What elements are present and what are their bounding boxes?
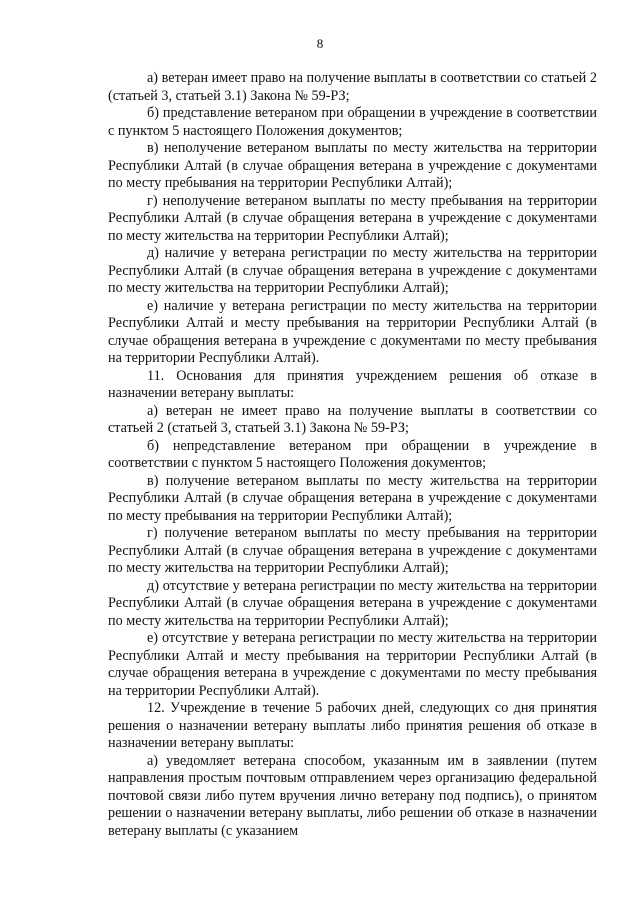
paragraph-10g: г) неполучение ветераном выплаты по месту пребывания на территории Республики Алтай (в случае обращения ветерана в учреждение с документами по месту жительства на территории Республики Алтай); <box>108 192 597 244</box>
paragraph-11-heading: 11. Основания для принятия учреждением решения об отказе в назначении ветерану выплаты: <box>108 367 597 401</box>
paragraph-12a: а) уведомляет ветерана способом, указанным им в заявлении (путем направления простым почтовым отправлением через организацию федеральной почтовой связи либо путем вручения лично ветерану под подпись), о принятом решении о назначении ветерану выплаты, либо решении об отказе в назначении ветерану выплаты (с указанием <box>108 752 597 839</box>
paragraph-10b: б) представление ветераном при обращении в учреждение в соответствии с пунктом 5 настоящего Положения документов; <box>108 105 597 139</box>
paragraph-10a: а) ветеран имеет право на получение выплаты в соответствии со статьей 2 (статьей 3, статьей 3.1) Закона № 59-РЗ; <box>108 70 597 104</box>
paragraph-11e: е) отсутствие у ветерана регистрации по месту жительства на территории Республики Алтай и месту пребывания на территории Республики Алтай (в случае обращения ветерана в учреждение с документами по месту пребывания на территории Республики Алтай). <box>108 630 597 699</box>
document-body <box>108 70 597 840</box>
paragraph-10v: в) неполучение ветераном выплаты по месту жительства на территории Республики Алтай (в случае обращения ветерана в учреждение с документами по месту пребывания на территории Республики Алтай); <box>108 140 597 191</box>
paragraph-11v: в) получение ветераном выплаты по месту жительства на территории Республики Алтай (в случае обращения ветерана в учреждение с документами по месту пребывания на территории Республики Алтай); <box>108 472 597 524</box>
paragraph-11b: б) непредставление ветераном при обращении в учреждение в соответствии с пунктом 5 настоящего Положения документов; <box>108 437 597 471</box>
paragraph-10e: е) наличие у ветерана регистрации по месту жительства на территории Республики Алтай и месту пребывания на территории Республики Алтай (в случае обращения ветерана в учреждение с документами по месту пребывания на территории Республики Алтай). <box>108 297 597 366</box>
paragraph-10d: д) наличие у ветерана регистрации по месту жительства на территории Республики Алтай (в случае обращения ветерана в учреждение с документами по месту жительства на территории Республики Алтай); <box>108 245 597 296</box>
paragraph-11d: д) отсутствие у ветерана регистрации по месту жительства на территории Республики Алтай (в случае обращения ветерана в учреждение с документами по месту жительства на территории Республики Алтай); <box>108 577 597 629</box>
paragraph-11a: а) ветеран не имеет право на получение выплаты в соответствии со статьей 2 (статьей 3, статьей 3.1) Закона № 59-РЗ; <box>108 402 597 436</box>
paragraph-12-heading: 12. Учреждение в течение 5 рабочих дней, следующих со дня принятия решения о назначении ветерану выплаты либо принятия решения об отказе в назначении ветерану выплаты: <box>108 700 597 751</box>
page-number: 8 <box>316 36 324 51</box>
paragraph-11g: г) получение ветераном выплаты по месту пребывания на территории Республики Алтай (в случае обращения ветерана в учреждение с документами по месту жительства на территории Республики Алтай); <box>108 525 597 576</box>
